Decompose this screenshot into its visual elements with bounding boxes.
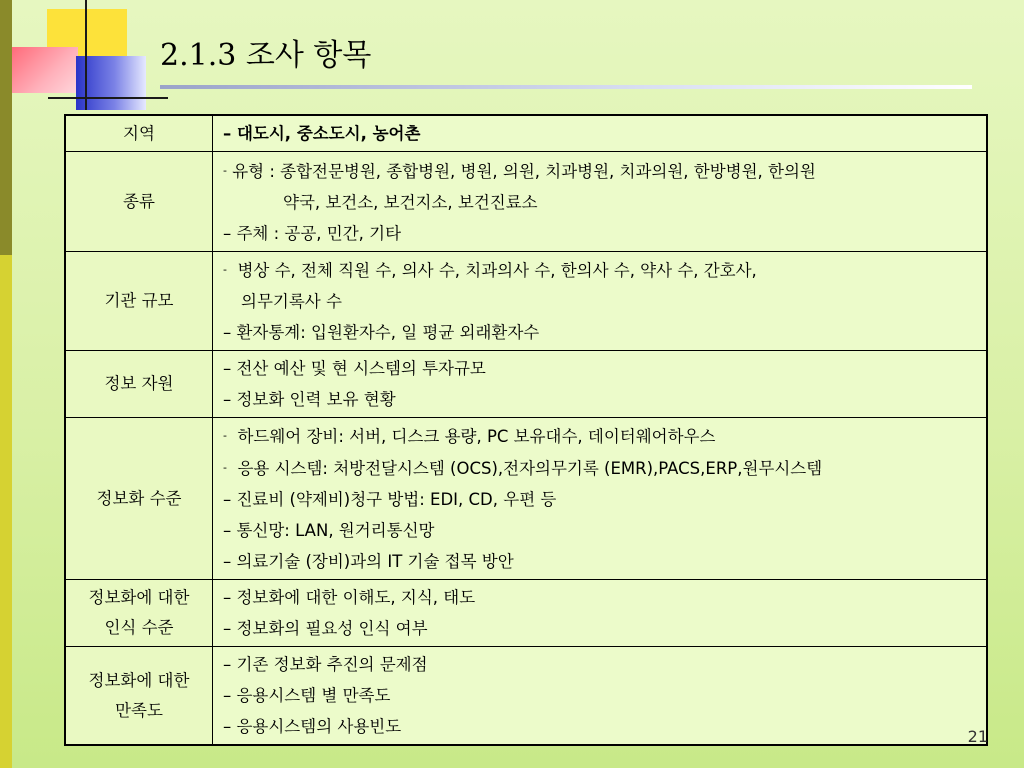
row-label-text: 종류 (123, 191, 155, 211)
page-number: 21 (967, 727, 988, 746)
decor-vertical-line (85, 0, 87, 110)
row-label-text: 정보화 수준 (96, 488, 182, 508)
content-line: – 환자통계: 입원환자수, 일 평균 외래환자수 (223, 323, 540, 342)
row-label-text: 지역 (123, 123, 155, 143)
content-line-text: 유형 : 종합전문병원, 종합병원, 병원, 의원, 치과병원, 치과의원, 한방병원, 한의원 (232, 161, 816, 181)
content-line: – 대도시, 중소도시, 농어촌 (223, 124, 421, 143)
title-underline (160, 85, 972, 89)
row-label-text: 정보화에 대한 (88, 588, 190, 607)
row-label-text: 정보 자원 (104, 374, 174, 393)
row-label-text: 기관 규모 (104, 291, 174, 310)
row-content (213, 152, 988, 252)
left-accent-bar (0, 0, 12, 768)
row-content (213, 115, 988, 152)
content-line: – 정보화의 필요성 인식 여부 (223, 619, 428, 638)
content-line: – 진료비 (약제비)청구 방법: EDI, CD, 우편 등 (223, 490, 557, 509)
left-accent-bar-bottom (0, 255, 12, 768)
survey-items-table (64, 114, 988, 746)
row-label (65, 418, 213, 580)
content-line: – 정보화 인력 보유 현황 (223, 390, 396, 409)
content-line: – 응용시스템의 사용빈도 (223, 717, 402, 736)
content-line (223, 420, 976, 452)
left-accent-bar-top (0, 0, 12, 255)
content-line (223, 254, 976, 286)
content-line-text: 병상 수, 전체 직원 수, 의사 수, 치과의사 수, 한의사 수, 약사 수, 간호사, (237, 261, 757, 280)
row-content (213, 252, 988, 351)
content-line: – 주체 : 공공, 민간, 기타 (223, 223, 402, 243)
row-label (65, 252, 213, 351)
dash-marker: - (223, 429, 227, 442)
table-row (65, 351, 987, 418)
content-line-text: 하드웨어 장비: 서버, 디스크 용량, PC 보유대수, 데이터웨어하우스 (237, 427, 716, 446)
dash-marker: - (223, 263, 227, 276)
content-line: – 통신망: LAN, 원거리통신망 (223, 521, 435, 540)
content-line: 약국, 보건소, 보건지소, 보건진료소 (283, 192, 538, 212)
content-line-text: 응용 시스템: 처방전달시스템 (OCS),전자의무기록 (EMR),PACS,ERP,원무시스템 (237, 459, 823, 478)
row-label (65, 115, 213, 152)
decor-horizontal-line (48, 97, 168, 99)
row-label-text: 인식 수준 (104, 618, 174, 637)
table-row (65, 647, 987, 746)
row-content (213, 418, 988, 580)
row-label-text: 정보화에 대한 (88, 670, 190, 690)
slide-title: 2.1.3 조사 항목 (160, 38, 372, 73)
content-line: – 정보화에 대한 이해도, 지식, 태도 (223, 588, 476, 607)
content-line: 의무기록사 수 (241, 292, 342, 311)
row-label (65, 647, 213, 746)
row-content (213, 647, 988, 746)
dash-marker: - (223, 461, 227, 474)
table-row (65, 152, 987, 252)
row-content (213, 580, 988, 647)
dash-marker: - (223, 163, 227, 177)
table-row (65, 252, 987, 351)
table-row (65, 418, 987, 580)
content-line: – 전산 예산 및 현 시스템의 투자규모 (223, 359, 486, 378)
row-label-text: 만족도 (115, 700, 163, 720)
content-line (223, 155, 976, 187)
table-row (65, 115, 987, 152)
row-label (65, 152, 213, 252)
row-label (65, 580, 213, 647)
row-label (65, 351, 213, 418)
content-line (223, 452, 976, 484)
content-line: – 기존 정보화 추진의 문제점 (223, 655, 428, 674)
content-line: – 의료기술 (장비)과의 IT 기술 접목 방안 (223, 552, 514, 571)
row-content (213, 351, 988, 418)
table-row (65, 580, 987, 647)
content-line: – 응용시스템 별 만족도 (223, 686, 391, 705)
decor-red-square (12, 47, 78, 93)
